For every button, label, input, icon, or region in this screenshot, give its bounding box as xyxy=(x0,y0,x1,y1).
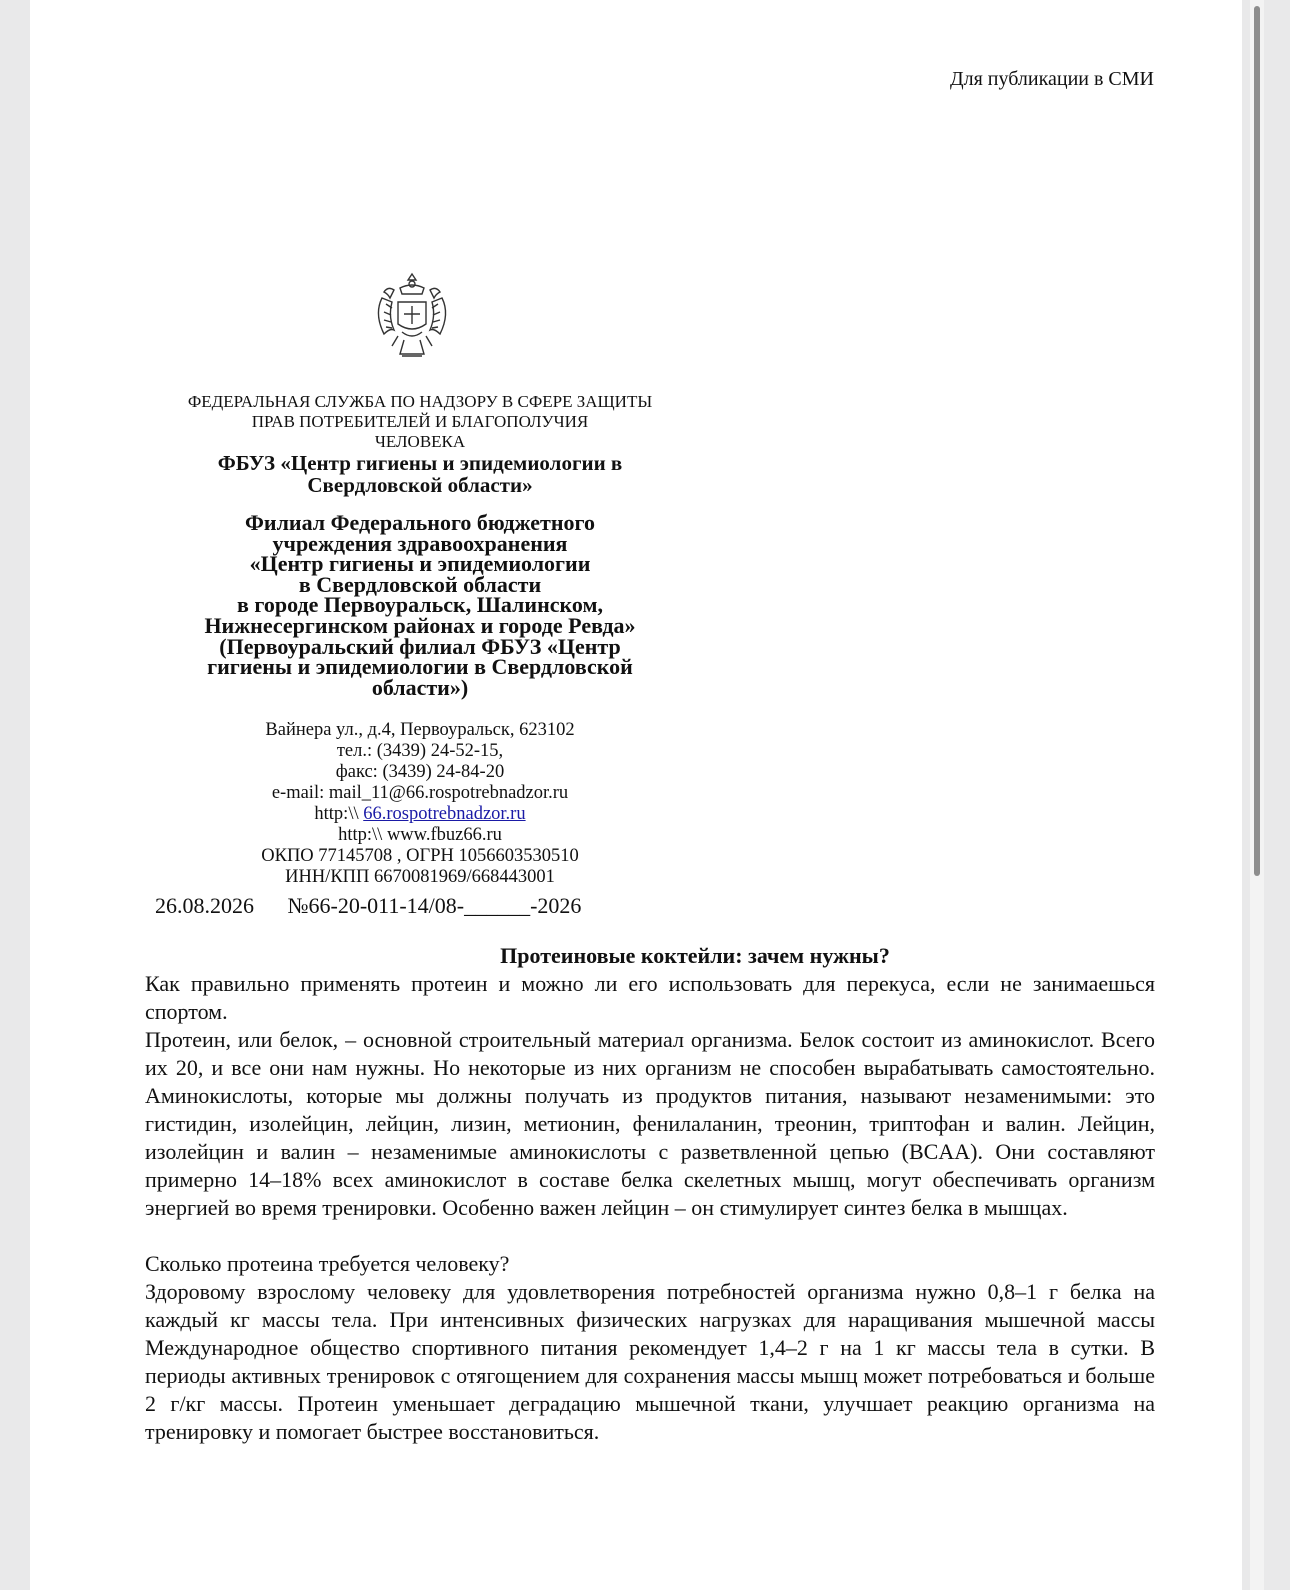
article-title: Протеиновые коктейли: зачем нужны? xyxy=(500,943,890,968)
paragraph-spacer xyxy=(145,1222,1155,1250)
website-prefix: http:\\ xyxy=(314,804,364,824)
address: Вайнера ул., д.4, Первоуральск, 623102 xyxy=(265,720,575,740)
branch-line: Филиал Федерального бюджетного xyxy=(245,510,595,535)
branch-line: учреждения здравоохранения xyxy=(272,530,568,556)
document-page xyxy=(30,0,1242,1590)
branch-line: в Свердловской области xyxy=(298,571,542,597)
agency-line: ФЕДЕРАЛЬНАЯ СЛУЖБА ПО НАДЗОРУ В СФЕРЕ ЗАЩИТЫ xyxy=(187,392,653,411)
registration-row xyxy=(155,893,581,919)
document-number: №66-20-011-14/08-______-2026 xyxy=(287,893,582,918)
fax: факс: (3439) 24-84-20 xyxy=(335,762,505,782)
website-line xyxy=(160,804,680,825)
vertical-scrollbar[interactable] xyxy=(1250,0,1264,1590)
article-subheading: Сколько протеина требуется человеку? xyxy=(145,1251,510,1276)
agency-line: ЧЕЛОВЕКА xyxy=(374,432,466,451)
article-paragraph: Протеин, или белок, – основной строительный материал организма. Белок состоит из аминокислот. Всего их 20, и все они нам нужны. Но некоторые из них организм не способен вырабатывать самостоятельно. Аминокислоты, которые мы должны получать из продуктов питания, называют незаменимыми: это гистидин, изолейцин, лейцин, лизин, метионин, фенилаланин, треонин, триптофан и валин. Лейцин, изолейцин и валин – незаменимые аминокислоты с разветвленной цепью (BCAA). Они составляют примерно 14–18% всех аминокислот в составе белка скелетных мышц, могут обеспечивать организм энергией во время тренировки. Особенно важен лейцин – он стимулирует синтез белка в мышцах. xyxy=(145,1027,1155,1220)
branch-line: (Первоуральский филиал ФБУЗ «Центр xyxy=(219,633,621,659)
website-link[interactable]: 66.rospotrebnadzor.ru xyxy=(363,804,526,824)
document-date: 26.08.2026 xyxy=(155,893,254,918)
branch-line: в городе Первоуральск, Шалинском, xyxy=(237,592,603,618)
fbuz-name xyxy=(160,452,680,496)
publication-note: Для публикации в СМИ xyxy=(949,68,1154,90)
agency-name xyxy=(160,392,680,452)
article-intro: Как правильно применять протеин и можно ли его использовать для перекуса, если не занимаешься спортом. xyxy=(145,971,1155,1024)
fbuz-line: ФБУЗ «Центр гигиены и эпидемиологии в xyxy=(217,451,623,475)
phone: тел.: (3439) 24-52-15, xyxy=(336,741,504,761)
branch-line: области») xyxy=(371,674,469,700)
contact-block xyxy=(160,720,680,888)
website-secondary: http:\\ www.fbuz66.ru xyxy=(338,825,502,845)
double-headed-eagle-emblem-icon xyxy=(372,270,452,362)
branch-name xyxy=(160,510,680,700)
fbuz-line: Свердловской области» xyxy=(307,473,533,497)
email: e-mail: mail_11@66.rospotrebnadzor.ru xyxy=(271,783,569,803)
article-paragraph: Здоровому взрослому человеку для удовлетворения потребностей организма нужно 0,8–1 г белка на каждый кг массы тела. При интенсивных физических нагрузках для наращивания мышечной массы Международное общество спортивного питания рекомендует 1,4–2 г на 1 кг массы тела в сутки. В периоды активных тренировок с отягощением для сохранения массы мышц может потребоваться и больше 2 г/кг массы. Протеин уменьшает деградацию мышечной ткани, улучшает реакцию организма на тренировку и помогает быстрее восстановиться. xyxy=(145,1279,1155,1444)
scrollbar-thumb[interactable] xyxy=(1254,6,1260,876)
inn-kpp: ИНН/КПП 6670081969/668443001 xyxy=(285,867,555,887)
okpo-ogrn: ОКПО 77145708 , ОГРН 1056603530510 xyxy=(261,846,579,866)
branch-line: Нижнесергинском районах и городе Ревда» xyxy=(204,612,636,638)
branch-line: «Центр гигиены и эпидемиологии xyxy=(249,551,591,577)
agency-line: ПРАВ ПОТРЕБИТЕЛЕЙ И БЛАГОПОЛУЧИЯ xyxy=(251,412,589,431)
branch-line: гигиены и эпидемиологии в Свердловской xyxy=(207,654,633,680)
article xyxy=(145,942,1155,1446)
